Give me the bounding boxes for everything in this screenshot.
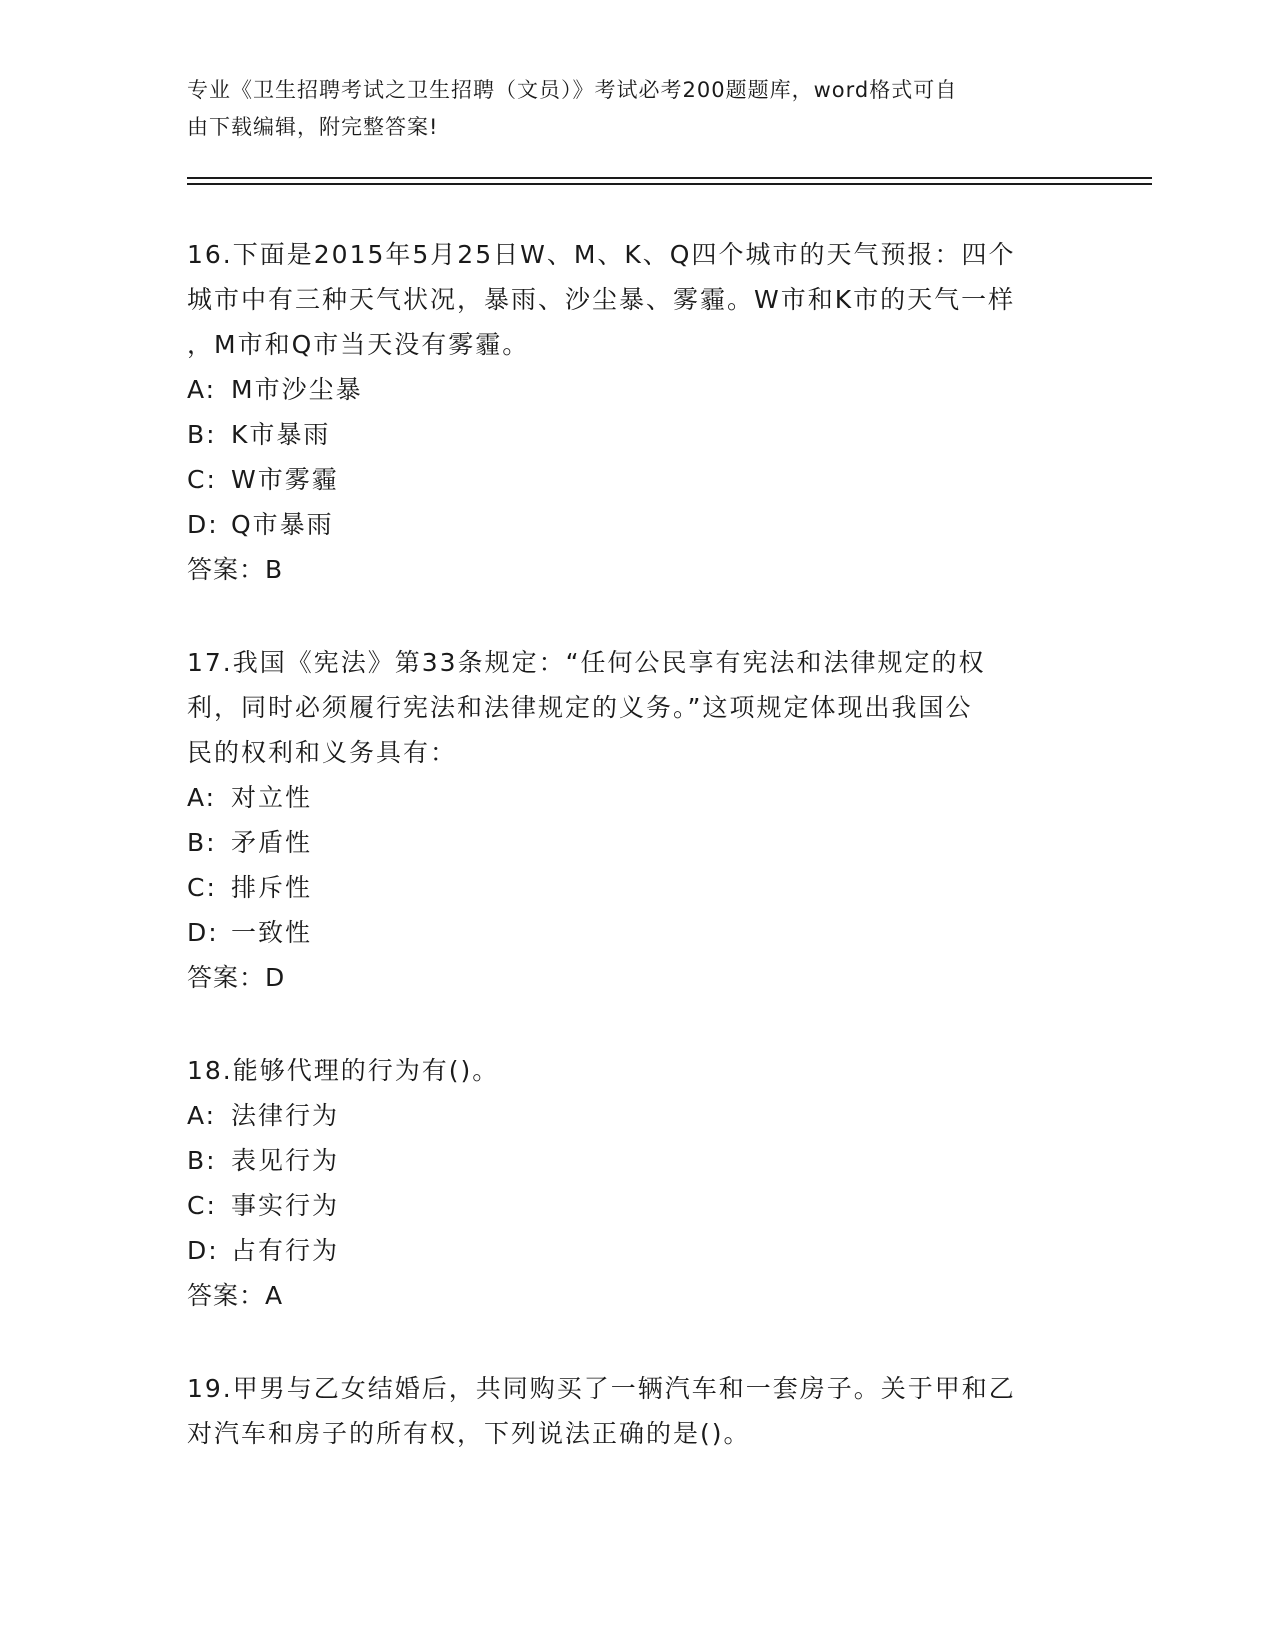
question-stem (187, 1366, 1087, 1456)
stem-line: 利，同时必须履行宪法和法律规定的义务。”这项规定体现出我国公 (187, 693, 973, 722)
option-d (187, 502, 1087, 547)
option-letter: B: (187, 1146, 217, 1175)
header-line: 专业《卫生招聘考试之卫生招聘（文员）》考试必考200题题库，word格式可自 (187, 78, 958, 102)
option-letter: D: (187, 1236, 219, 1265)
option-c (187, 1183, 1087, 1228)
option-text: 矛盾性 (231, 828, 313, 857)
option-letter: A: (187, 783, 217, 812)
option-b (187, 412, 1087, 457)
stem-line: 民的权利和义务具有： (187, 738, 458, 767)
stem-line: 对汽车和房子的所有权，下列说法正确的是()。 (187, 1419, 751, 1448)
question-stem (187, 232, 1087, 367)
stem-line: ，M市和Q市当天没有雾霾。 (187, 330, 530, 359)
stem-line: 16.下面是2015年5月25日W、M、K、Q四个城市的天气预报：四个 (187, 240, 1016, 269)
answer-line: 答案：B (187, 555, 284, 584)
option-text: 对立性 (231, 783, 313, 812)
option-text: Q市暴雨 (231, 510, 334, 539)
option-d (187, 1228, 1087, 1273)
option-a (187, 775, 1087, 820)
option-text: 一致性 (231, 918, 313, 947)
question-17 (187, 640, 1087, 1000)
stem-line: 18.能够代理的行为有()。 (187, 1056, 500, 1085)
option-letter: C: (187, 465, 217, 494)
option-letter: A: (187, 1101, 217, 1130)
option-b (187, 1138, 1087, 1183)
stem-line: 19.甲男与乙女结婚后，共同购买了一辆汽车和一套房子。关于甲和乙 (187, 1374, 1016, 1403)
option-text: 事实行为 (231, 1191, 340, 1220)
option-letter: D: (187, 918, 219, 947)
option-text: K市暴雨 (231, 420, 331, 449)
option-text: 法律行为 (231, 1101, 340, 1130)
option-c (187, 865, 1087, 910)
stem-line: 城市中有三种天气状况，暴雨、沙尘暴、雾霾。W市和K市的天气一样 (187, 285, 1016, 314)
option-d (187, 910, 1087, 955)
question-stem (187, 1048, 1087, 1093)
option-b (187, 820, 1087, 865)
answer-line: 答案：A (187, 1281, 284, 1310)
stem-line: 17.我国《宪法》第33条规定：“任何公民享有宪法和法律规定的权 (187, 648, 986, 677)
option-text: M市沙尘暴 (231, 375, 363, 404)
question-16 (187, 232, 1087, 592)
option-letter: B: (187, 420, 217, 449)
question-18 (187, 1048, 1087, 1318)
option-a (187, 367, 1087, 412)
question-stem (187, 640, 1087, 775)
option-a (187, 1093, 1087, 1138)
header-rule (187, 183, 1152, 185)
option-letter: A: (187, 375, 217, 404)
option-text: 表见行为 (231, 1146, 340, 1175)
option-text: 占有行为 (231, 1236, 340, 1265)
question-19 (187, 1366, 1087, 1456)
option-letter: C: (187, 1191, 217, 1220)
option-text: W市雾霾 (231, 465, 339, 494)
option-letter: B: (187, 828, 217, 857)
option-text: 排斥性 (231, 873, 313, 902)
option-c (187, 457, 1087, 502)
header-line: 由下载编辑，附完整答案! (187, 115, 439, 139)
option-letter: D: (187, 510, 219, 539)
answer-line: 答案：D (187, 963, 286, 992)
header-rule (187, 177, 1152, 179)
option-letter: C: (187, 873, 217, 902)
document-header (187, 72, 1067, 146)
